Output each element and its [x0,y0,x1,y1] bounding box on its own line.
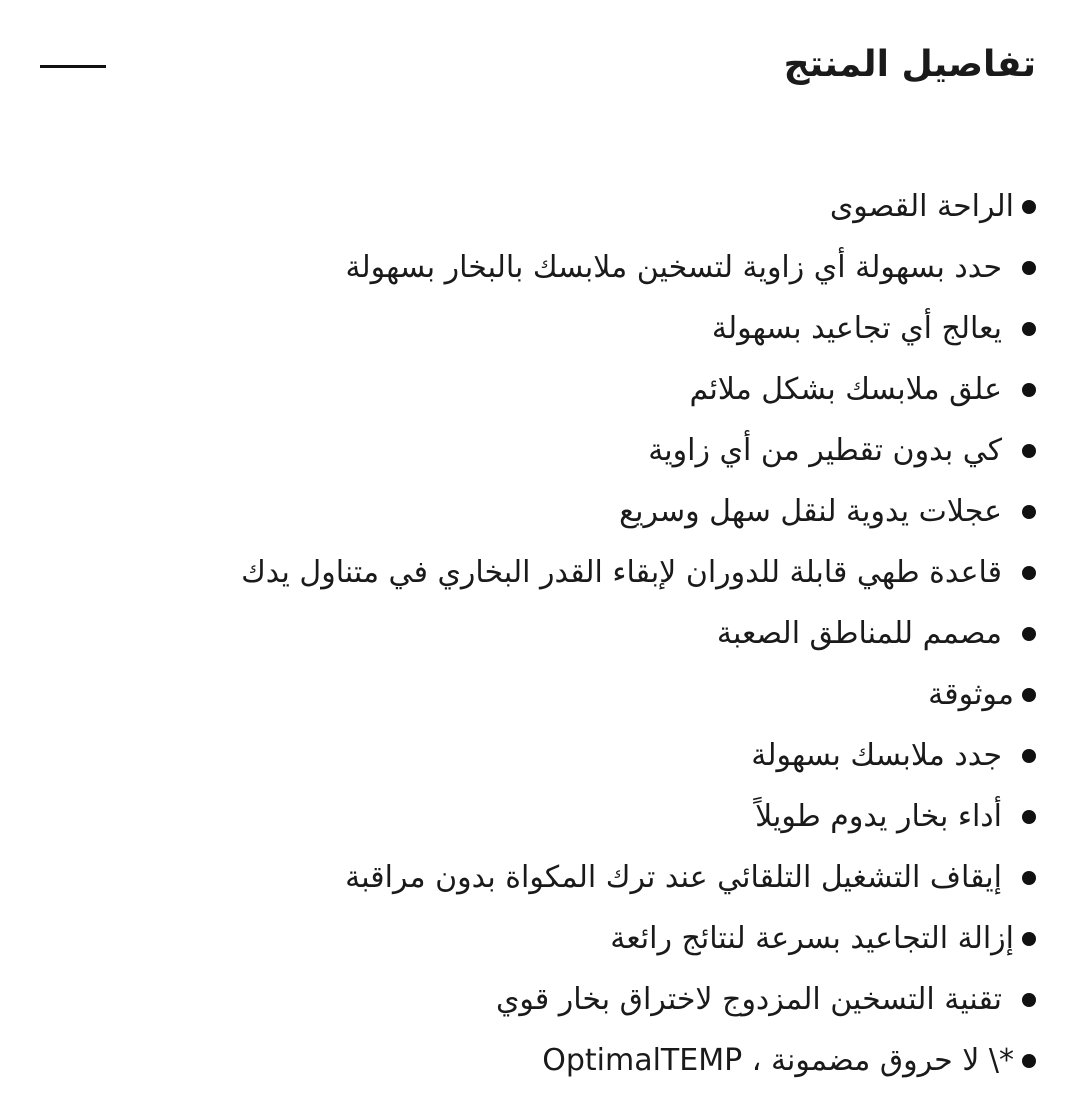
bullet-icon [1022,688,1036,702]
list-item-text: يعالج أي تجاعيد بسهولة [711,311,1002,346]
bullet-icon [1022,566,1036,580]
list-item [241,968,1036,1029]
list-item [241,1029,1036,1090]
feature-list [241,175,1036,1090]
list-item [241,297,1036,358]
list-item-text: تقنية التسخين المزدوج لاختراق بخار قوي [495,982,1002,1017]
list-item-text: عجلات يدوية لنقل سهل وسريع [619,494,1002,529]
list-item [241,846,1036,907]
list-item [241,419,1036,480]
list-item-text: مصمم للمناطق الصعبة [716,616,1002,651]
list-item [241,602,1036,663]
bullet-icon [1022,383,1036,397]
minus-icon [40,65,106,68]
list-item-text: موثوقة [928,677,1014,712]
list-item [241,663,1036,724]
list-item [241,541,1036,602]
bullet-icon [1022,810,1036,824]
list-item-text: كي بدون تقطير من أي زاوية [648,433,1002,468]
list-item-text: أداء بخار يدوم طويلاً [755,799,1002,834]
page-title: تفاصيل المنتج [783,44,1036,85]
bullet-icon [1022,261,1036,275]
collapse-toggle-button[interactable] [30,44,120,88]
list-item-text: إزالة التجاعيد بسرعة لنتائج رائعة [610,921,1014,956]
bullet-icon [1022,1054,1036,1068]
bullet-icon [1022,993,1036,1007]
list-item [241,785,1036,846]
list-item-text: قاعدة طهي قابلة للدوران لإبقاء القدر البخاري في متناول يدك [241,555,1002,590]
list-item [241,480,1036,541]
bullet-icon [1022,627,1036,641]
list-item [241,175,1036,236]
bullet-icon [1022,200,1036,214]
list-item [241,907,1036,968]
list-item [241,236,1036,297]
bullet-icon [1022,749,1036,763]
bullet-icon [1022,932,1036,946]
list-item [241,724,1036,785]
list-item-text: علق ملابسك بشكل ملائم [689,372,1002,407]
bullet-icon [1022,444,1036,458]
list-item-text: *\ لا حروق مضمونة ، OptimalTEMP [542,1043,1014,1078]
list-item-text: الراحة القصوى [829,189,1014,224]
product-details-header [0,30,1080,110]
bullet-icon [1022,322,1036,336]
list-item-text: حدد بسهولة أي زاوية لتسخين ملابسك بالبخار بسهولة [345,250,1002,285]
bullet-icon [1022,871,1036,885]
list-item-text: إيقاف التشغيل التلقائي عند ترك المكواة بدون مراقبة [345,860,1002,895]
list-item [241,358,1036,419]
list-item-text: جدد ملابسك بسهولة [751,738,1002,773]
bullet-icon [1022,505,1036,519]
